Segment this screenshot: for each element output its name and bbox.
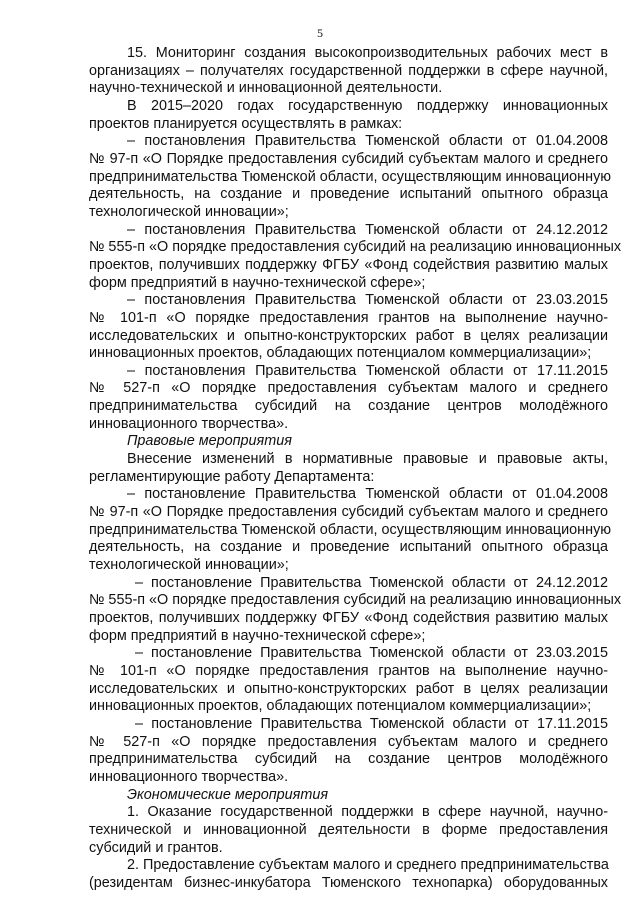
text-line: № 555-п «О порядке предоставления субсидий на реализацию инновационных <box>89 592 622 609</box>
text-line: исследовательских и опытно-конструкторских работ в целях реализации <box>89 680 608 697</box>
text-line: инновационного творчества». <box>89 768 289 785</box>
text-line: предпринимательства Тюменской области, осуществляющим инновационную <box>89 168 612 185</box>
text-line: – постановление Правительства Тюменской области от 24.12.2012 <box>135 574 608 591</box>
text-line: – постановления Правительства Тюменской области от 17.11.2015 <box>127 362 608 379</box>
text-line: деятельность, на создание и проведение испытаний опытного образца <box>89 186 608 203</box>
text-line: – постановления Правительства Тюменской области от 01.04.2008 <box>127 133 608 150</box>
page-number: 5 <box>317 26 323 40</box>
text-line: научно-технической и инновационной деятельности. <box>89 80 443 97</box>
text-line: организациях – получателях государственной поддержки в сфере научной, <box>89 62 608 79</box>
text-line: форм предприятий в научно-технической сфере»; <box>89 274 426 291</box>
text-line: 1. Оказание государственной поддержки в сфере научной, научно- <box>127 804 608 821</box>
text-line: № 101-п «О порядке предоставления грантов на выполнение научно- <box>89 309 608 326</box>
text-line: № 527-п «О порядке предоставления субъектам малого и среднего <box>89 733 608 750</box>
text-line: – постановления Правительства Тюменской области от 23.03.2015 <box>127 292 608 309</box>
text-line: проектов, получивших поддержку ФГБУ «Фонд содействия развитию малых <box>89 256 608 273</box>
text-line: 2. Предоставление субъектам малого и среднего предпринимательства <box>127 857 609 874</box>
text-line: технической и инновационной деятельности в форме предоставления <box>89 821 608 838</box>
text-line: В 2015–2020 годах государственную поддержку инновационных <box>127 97 608 114</box>
text-line: – постановление Правительства Тюменской области от 01.04.2008 <box>127 486 608 503</box>
section-heading: Экономические мероприятия <box>127 786 329 803</box>
text-line: – постановление Правительства Тюменской области от 17.11.2015 <box>135 715 608 732</box>
text-line: инновационных проектов, обладающих потенциалом коммерциализации»; <box>89 345 592 362</box>
section-heading: Правовые мероприятия <box>127 433 292 450</box>
text-line: технологической инновации»; <box>89 203 289 220</box>
text-line: – постановление Правительства Тюменской области от 23.03.2015 <box>135 645 608 662</box>
text-line: технологической инновации»; <box>89 557 289 574</box>
text-line: проектов, получивших поддержку ФГБУ «Фонд содействия развитию малых <box>89 610 608 626</box>
text-line: № 555-п «О порядке предоставления субсидий на реализацию инновационных <box>89 239 622 256</box>
text-line: № 101-п «О порядке предоставления грантов на выполнение научно- <box>89 662 608 679</box>
text-line: Внесение изменений в нормативные правовые и правовые акты, <box>127 451 608 468</box>
text-line: форм предприятий в научно-технической сфере»; <box>89 627 426 644</box>
text-line: № 97-п «О Порядке предоставления субсидий субъектам малого и среднего <box>89 504 608 521</box>
text-line: субсидий и грантов. <box>89 839 223 856</box>
text-line: предпринимательства субсидий на создание центров молодёжного <box>89 751 608 768</box>
text-line: инновационного творчества». <box>89 415 289 432</box>
text-line: № 97-п «О Порядке предоставления субсидий субъектам малого и среднего <box>89 150 608 167</box>
text-line: исследовательских и опытно-конструкторских работ в целях реализации <box>89 327 608 344</box>
text-line: проектов планируется осуществлять в рамках: <box>89 115 403 132</box>
document-body <box>89 45 622 893</box>
text-line: № 527-п «О порядке предоставления субъектам малого и среднего <box>89 380 608 397</box>
text-line: (резидентам бизнес-инкубатора Тюменского технопарка) оборудованных <box>89 874 608 891</box>
text-line: деятельность, на создание и проведение испытаний опытного образца <box>89 539 608 556</box>
text-line: предпринимательства субсидий на создание центров молодёжного <box>89 398 608 415</box>
text-line: предпринимательства Тюменской области, осуществляющим инновационную <box>89 521 612 538</box>
text-line: 15. Мониторинг создания высокопроизводительных рабочих мест в <box>127 45 608 61</box>
text-line: – постановления Правительства Тюменской области от 24.12.2012 <box>127 221 608 238</box>
text-line: регламентирующие работу Департамента: <box>89 468 375 485</box>
text-line: инновационных проектов, обладающих потенциалом коммерциализации»; <box>89 698 592 715</box>
